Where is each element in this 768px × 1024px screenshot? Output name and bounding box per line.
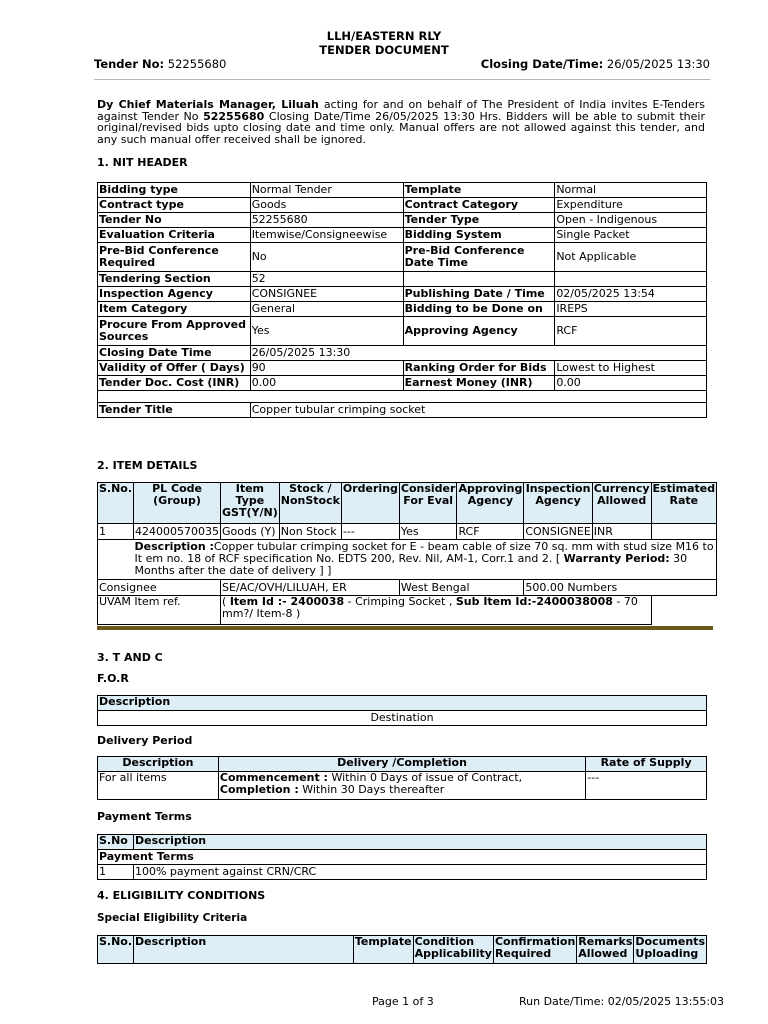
payment-col-sno: S.No bbox=[98, 835, 134, 850]
nit-row bbox=[98, 287, 707, 302]
nit-cell-l1: Pre-Bid Conference Required bbox=[98, 243, 251, 272]
document-title: TENDER DOCUMENT bbox=[319, 43, 449, 57]
org-title: LLH/EASTERN RLY bbox=[326, 29, 442, 43]
item-cell: Yes bbox=[399, 524, 457, 540]
eligibility-col-header: Template bbox=[353, 936, 413, 964]
uvam-prefix: ( bbox=[222, 595, 230, 608]
run-label: Run Date/Time: bbox=[519, 995, 605, 1008]
nit-row bbox=[98, 198, 707, 213]
nit-title-row bbox=[98, 403, 707, 418]
item-col-header: Currency Allowed bbox=[592, 483, 651, 524]
delivery-col-description: Description bbox=[98, 757, 219, 772]
nit-cell-l1: Procure From Approved Sources bbox=[98, 317, 251, 346]
nit-row bbox=[98, 228, 707, 243]
item-cell: CONSIGNEE bbox=[525, 524, 591, 538]
consignee-row bbox=[98, 580, 717, 596]
eligibility-col-header: Condition Applicability bbox=[413, 936, 493, 964]
uvam-reference bbox=[221, 596, 652, 625]
item-details-row bbox=[98, 524, 717, 540]
nit-cell-v2: Single Packet bbox=[555, 228, 707, 243]
delivery-col-completion: Delivery /Completion bbox=[218, 757, 585, 772]
nit-cell-l1: Tender No bbox=[98, 213, 251, 228]
item-description bbox=[134, 540, 717, 580]
item-cell: Goods (Y) bbox=[221, 524, 280, 540]
nit-cell-l2: Pre-Bid Conference Date Time bbox=[403, 243, 555, 272]
nit-cell-l2: Approving Agency bbox=[403, 317, 555, 346]
intro-paragraph bbox=[97, 99, 705, 146]
nit-cell-l2: Bidding to be Done on bbox=[403, 302, 555, 317]
nit-heading: 1. NIT HEADER bbox=[97, 156, 188, 169]
tender-title-label: Tender Title bbox=[98, 403, 251, 418]
item-col-header: PL Code (Group) bbox=[134, 483, 221, 524]
intro-text-1: acting for and on behalf of The President of India invites E-Tenders against Tender No bbox=[97, 98, 705, 123]
item-details-table bbox=[97, 482, 717, 625]
desc-label: Description : bbox=[134, 540, 214, 553]
item-col-header: S.No. bbox=[98, 483, 134, 524]
nit-cell-v2: 0.00 bbox=[555, 376, 707, 391]
nit-spacer bbox=[98, 391, 707, 403]
nit-cell-v2: 02/05/2025 13:54 bbox=[555, 287, 707, 302]
eligibility-heading: 4. ELIGIBILITY CONDITIONS bbox=[97, 889, 266, 902]
closing-label: Closing Date/Time: bbox=[480, 57, 604, 71]
item-cell: Non Stock bbox=[279, 524, 341, 540]
document-header bbox=[0, 29, 768, 57]
commencement-text: Within 0 Days of issue of Contract, bbox=[327, 771, 523, 784]
delivery-row bbox=[98, 772, 707, 800]
payment-row-no: 1 bbox=[98, 865, 134, 880]
consignee-state: West Bengal bbox=[399, 580, 523, 596]
nit-cell-l2: Tender Type bbox=[403, 213, 555, 228]
consignee-quantity: 500.00 Numbers bbox=[524, 580, 717, 596]
uvam-label: UVAM Item ref. bbox=[98, 596, 221, 625]
uvam-empty bbox=[651, 596, 717, 625]
for-heading: F.O.R bbox=[97, 672, 129, 685]
desc-text: Copper tubular crimping socket for E - beam cable of size 70 sq. mm with stud size M16 to It em no. 18 of RCF specification No. EDTS 200, Rev. Nil, AM-1, Corr.1 and 2. [ bbox=[134, 540, 714, 565]
nit-cell-l2: Bidding System bbox=[403, 228, 555, 243]
nit-row bbox=[98, 183, 707, 198]
nit-cell-l2: Contract Category bbox=[403, 198, 555, 213]
item-col-header: Item Type GST(Y/N) bbox=[221, 483, 280, 524]
closing-value: 26/05/2025 13:30 bbox=[606, 57, 710, 71]
header-info-row bbox=[94, 58, 710, 71]
nit-cell-v2: Lowest to Highest bbox=[555, 361, 707, 376]
nit-cell-l1: Bidding type bbox=[98, 183, 251, 198]
tender-no-label: Tender No: bbox=[94, 57, 165, 71]
nit-cell-v1: Itemwise/Consigneewise bbox=[250, 228, 403, 243]
payment-row bbox=[98, 865, 707, 880]
tender-no-value: 52255680 bbox=[167, 57, 227, 71]
eligibility-header bbox=[98, 936, 707, 964]
nit-cell-v2: Normal bbox=[555, 183, 707, 198]
nit-cell-l1: Inspection Agency bbox=[98, 287, 251, 302]
payment-table bbox=[97, 834, 707, 880]
uvam-row bbox=[98, 596, 717, 625]
eligibility-col-header: Remarks Allowed bbox=[577, 936, 634, 964]
delivery-col-rate: Rate of Supply bbox=[586, 757, 707, 772]
nit-cell-v1: General bbox=[250, 302, 403, 317]
item-col-header: Inspection Agency bbox=[524, 483, 592, 524]
desc-spacer bbox=[98, 540, 134, 580]
warranty-text: 30 Months after the date of delivery ] ] bbox=[134, 552, 688, 577]
uvam-sub-item-id: Sub Item Id:-2400038008 bbox=[455, 595, 613, 608]
nit-closing-label: Closing Date Time bbox=[98, 346, 251, 361]
item-cell: --- bbox=[341, 524, 399, 540]
nit-row bbox=[98, 243, 707, 272]
item-col-header: Approving Agency bbox=[457, 483, 524, 524]
item-cell bbox=[651, 524, 717, 540]
nit-closing-row bbox=[98, 346, 707, 361]
eligibility-col-header: S.No. bbox=[98, 936, 134, 964]
payment-col-description: Description bbox=[133, 835, 706, 850]
item-col-header: Stock / NonStock bbox=[279, 483, 341, 524]
payment-group-row bbox=[98, 850, 707, 865]
nit-cell-l2: Publishing Date / Time bbox=[403, 287, 555, 302]
special-eligibility-heading: Special Eligibility Criteria bbox=[97, 912, 248, 924]
nit-cell-v1: 0.00 bbox=[250, 376, 403, 391]
nit-cell-v1: Goods bbox=[250, 198, 403, 213]
uvam-item-name: - Crimping Socket , bbox=[344, 595, 456, 608]
nit-cell-v1: Normal Tender bbox=[250, 183, 403, 198]
eligibility-table bbox=[97, 935, 707, 964]
tandc-heading: 3. T AND C bbox=[97, 651, 163, 664]
item-cell: INR bbox=[592, 524, 651, 540]
item-cell: 1 bbox=[98, 524, 134, 540]
nit-cell-l1: Item Category bbox=[98, 302, 251, 317]
nit-table-body bbox=[98, 183, 707, 418]
nit-spacer-row bbox=[98, 391, 707, 403]
nit-cell-l1: Contract type bbox=[98, 198, 251, 213]
eligibility-col-header: Description bbox=[134, 936, 354, 964]
for-table bbox=[97, 695, 707, 726]
nit-cell-v1: 90 bbox=[250, 361, 403, 376]
intro-authority: Dy Chief Materials Manager, Liluah bbox=[97, 98, 319, 111]
delivery-row-schedule bbox=[218, 772, 585, 800]
intro-text-2: Closing Date/Time 26/05/2025 13:30 Hrs. Bidders will be able to submit their original/revised bids upto closing date and time only. Manual offers are not allowed against this tender, and any such manual offer received shall be ignored. bbox=[97, 109, 705, 147]
for-column-header: Description bbox=[98, 696, 707, 711]
commencement-label: Commencement : bbox=[219, 771, 328, 784]
nit-cell-l2: Ranking Order for Bids bbox=[403, 361, 555, 376]
eligibility-col-header: Documents Uploading bbox=[634, 936, 707, 964]
nit-cell-l2 bbox=[403, 272, 555, 287]
nit-cell-v2: Expenditure bbox=[555, 198, 707, 213]
for-value: Destination bbox=[98, 711, 707, 726]
warranty-label: Warranty Period: bbox=[563, 552, 670, 565]
payment-heading: Payment Terms bbox=[97, 810, 192, 823]
tender-title-value: Copper tubular crimping socket bbox=[250, 403, 706, 418]
nit-cell-v2: Not Applicable bbox=[555, 243, 707, 272]
uvam-item-id: Item Id :- 2400038 bbox=[229, 595, 345, 608]
nit-cell-v1: No bbox=[250, 243, 403, 272]
delivery-table bbox=[97, 756, 707, 800]
nit-cell-v1: 52255680 bbox=[250, 213, 403, 228]
item-details-header bbox=[98, 483, 717, 524]
item-cell: RCF bbox=[457, 524, 524, 540]
item-col-header: Estimated Rate bbox=[651, 483, 717, 524]
nit-row bbox=[98, 213, 707, 228]
nit-row bbox=[98, 272, 707, 287]
item-cell: 424000570035 bbox=[135, 524, 220, 538]
nit-cell-l2: Earnest Money (INR) bbox=[403, 376, 555, 391]
delivery-header bbox=[98, 757, 707, 772]
nit-cell-l2: Template bbox=[403, 183, 555, 198]
nit-cell-l1: Tendering Section bbox=[98, 272, 251, 287]
nit-cell-v1: Yes bbox=[250, 317, 403, 346]
delivery-row-desc: For all items bbox=[98, 772, 219, 800]
nit-cell-v1: 52 bbox=[250, 272, 403, 287]
intro-tender-no: 52255680 bbox=[203, 109, 265, 123]
nit-cell-l1: Evaluation Criteria bbox=[98, 228, 251, 243]
delivery-heading: Delivery Period bbox=[97, 734, 193, 747]
nit-row bbox=[98, 361, 707, 376]
nit-cell-v2: IREPS bbox=[555, 302, 707, 317]
consignee-code: SE/AC/OVH/LILUAH, ER bbox=[221, 580, 400, 596]
uvam-tail: - 70 mm?/ Item-8 ) bbox=[222, 595, 638, 620]
nit-cell-v2: Open - Indigenous bbox=[555, 213, 707, 228]
item-table-bottom-bar bbox=[97, 626, 713, 630]
nit-cell-l1: Tender Doc. Cost (INR) bbox=[98, 376, 251, 391]
header-closing bbox=[481, 58, 710, 71]
payment-group-label: Payment Terms bbox=[98, 850, 707, 865]
page-number: Page 1 of 3 bbox=[372, 995, 434, 1008]
header-tender-no bbox=[94, 58, 226, 71]
header-divider bbox=[94, 79, 710, 80]
nit-row bbox=[98, 317, 707, 346]
payment-header bbox=[98, 835, 707, 850]
run-datetime bbox=[519, 996, 724, 1008]
item-col-header: Ordering bbox=[341, 483, 399, 524]
payment-row-desc: 100% payment against CRN/CRC bbox=[133, 865, 706, 880]
consignee-label: Consignee bbox=[98, 580, 221, 596]
run-value: 02/05/2025 13:55:03 bbox=[607, 995, 725, 1008]
eligibility-col-header: Confirmation Required bbox=[493, 936, 576, 964]
nit-cell-v2 bbox=[555, 272, 707, 287]
completion-label: Completion : bbox=[219, 783, 299, 796]
item-col-header: Consider For Eval bbox=[399, 483, 457, 524]
nit-cell-v1: CONSIGNEE bbox=[250, 287, 403, 302]
nit-row bbox=[98, 376, 707, 391]
nit-table bbox=[97, 182, 707, 418]
nit-cell-v2: RCF bbox=[555, 317, 707, 346]
completion-text: Within 30 Days thereafter bbox=[298, 783, 445, 796]
item-description-row bbox=[98, 540, 717, 580]
item-details-heading: 2. ITEM DETAILS bbox=[97, 459, 198, 472]
delivery-row-rate: --- bbox=[586, 772, 707, 800]
nit-closing-value: 26/05/2025 13:30 bbox=[250, 346, 706, 361]
nit-row bbox=[98, 302, 707, 317]
nit-cell-l1: Validity of Offer ( Days) bbox=[98, 361, 251, 376]
